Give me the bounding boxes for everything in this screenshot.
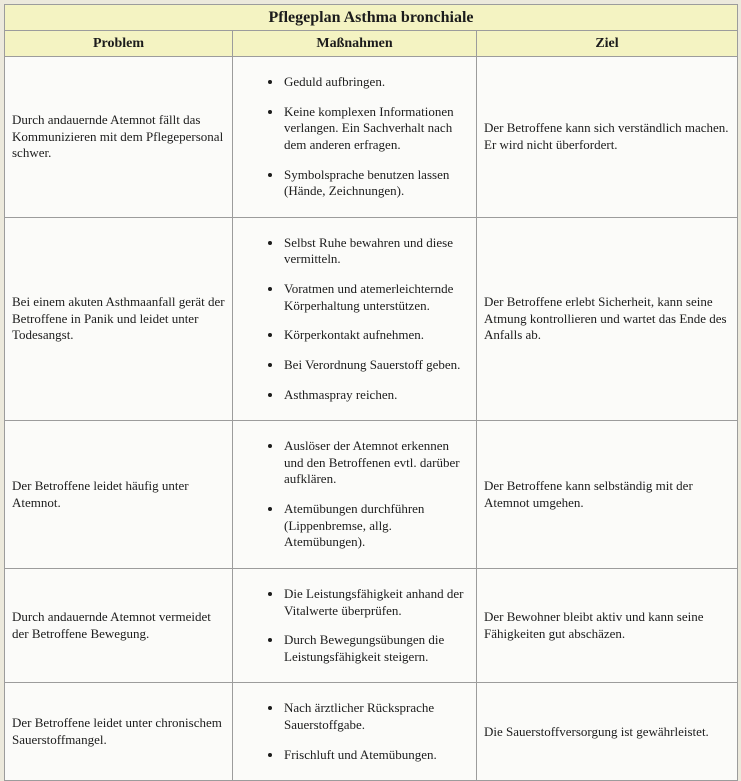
header-row <box>5 31 738 57</box>
massnahme-item: • Frischluft und Atemübungen. <box>283 747 468 764</box>
title-row <box>5 5 738 31</box>
massnahme-item: • Geduld aufbringen. <box>283 74 468 91</box>
table-row <box>5 683 738 781</box>
massnahmen-list <box>237 74 472 200</box>
problem-cell: Der Betroffene leidet unter chronischem Sauerstoffmangel. <box>5 683 233 781</box>
care-plan-table <box>4 4 738 781</box>
column-header-problem: Problem <box>5 31 233 57</box>
massnahme-item: • Voratmen und atemerleichternde Körperhaltung unterstützen. <box>283 281 468 314</box>
massnahmen-cell <box>233 57 477 218</box>
massnahme-item: • Atemübungen durchführen (Lippenbremse, allg. Atemübungen). <box>283 501 468 551</box>
massnahmen-list <box>237 700 472 763</box>
massnahme-item: • Asthmaspray reichen. <box>283 387 468 404</box>
ziel-cell: Der Betroffene kann sich verständlich machen. Er wird nicht überfordert. <box>477 57 738 218</box>
problem-cell: Der Betroffene leidet häufig unter Atemnot. <box>5 421 233 569</box>
massnahmen-list <box>237 586 472 666</box>
ziel-cell: Die Sauerstoffversorgung ist gewährleistet. <box>477 683 738 781</box>
massnahmen-cell <box>233 683 477 781</box>
table-row <box>5 217 738 420</box>
ziel-cell: Der Betroffene kann selbständig mit der Atemnot umgehen. <box>477 421 738 569</box>
massnahmen-list <box>237 235 472 403</box>
massnahmen-cell <box>233 217 477 420</box>
massnahmen-list <box>237 438 472 551</box>
massnahme-item: • Bei Verordnung Sauerstoff geben. <box>283 357 468 374</box>
massnahme-item: • Symbolsprache benutzen lassen (Hände, Zeichnungen). <box>283 167 468 200</box>
massnahme-item: • Selbst Ruhe bewahren und diese vermitteln. <box>283 235 468 268</box>
massnahmen-cell <box>233 421 477 569</box>
column-header-ziel: Ziel <box>477 31 738 57</box>
problem-cell: Durch andauernde Atemnot vermeidet der Betroffene Bewegung. <box>5 568 233 683</box>
table-title: Pflegeplan Asthma bronchiale <box>5 5 738 31</box>
table-row <box>5 57 738 218</box>
problem-cell: Durch andauernde Atemnot fällt das Kommunizieren mit dem Pflegepersonal schwer. <box>5 57 233 218</box>
problem-cell: Bei einem akuten Asthmaanfall gerät der Betroffene in Panik und leidet unter Todesangst. <box>5 217 233 420</box>
table-row <box>5 421 738 569</box>
column-header-massnahmen: Maßnahmen <box>233 31 477 57</box>
table-row <box>5 568 738 683</box>
massnahme-item: • Körperkontakt aufnehmen. <box>283 327 468 344</box>
massnahme-item: • Keine komplexen Informationen verlangen. Ein Sachverhalt nach dem anderen erfragen. <box>283 104 468 154</box>
massnahme-item: • Nach ärztlicher Rücksprache Sauerstoffgabe. <box>283 700 468 733</box>
massnahme-item: • Die Leistungsfähigkeit anhand der Vitalwerte überprüfen. <box>283 586 468 619</box>
massnahme-item: • Auslöser der Atemnot erkennen und den Betroffenen evtl. darüber aufklären. <box>283 438 468 488</box>
ziel-cell: Der Bewohner bleibt aktiv und kann seine Fähigkeiten gut abschäzen. <box>477 568 738 683</box>
ziel-cell: Der Betroffene erlebt Sicherheit, kann seine Atmung kontrollieren und wartet das Ende des Anfalls ab. <box>477 217 738 420</box>
massnahmen-cell <box>233 568 477 683</box>
massnahme-item: • Durch Bewegungsübungen die Leistungsfähigkeit steigern. <box>283 632 468 665</box>
